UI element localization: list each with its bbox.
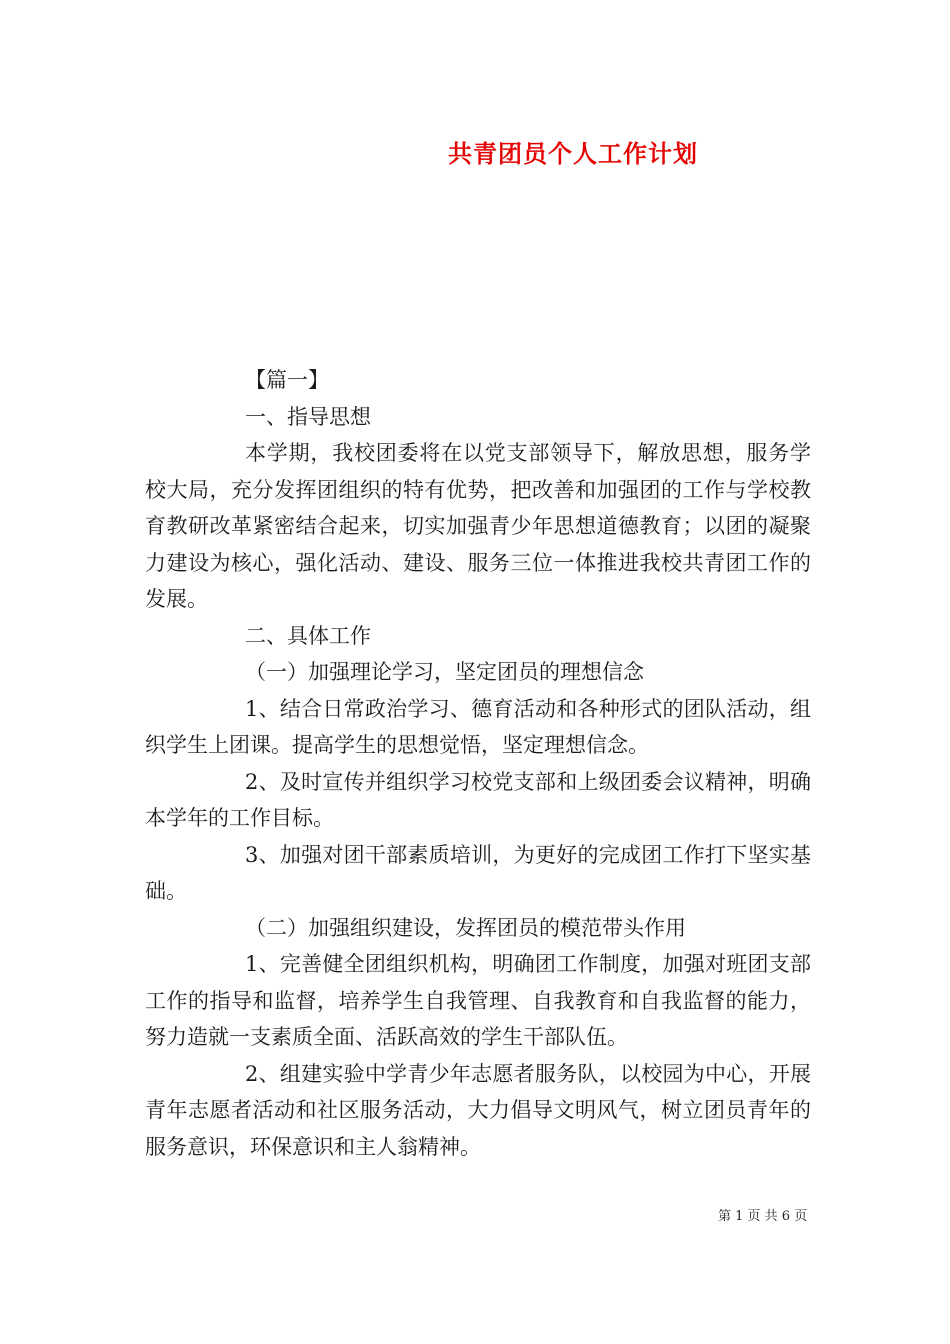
paragraph-item-2: 2、及时宣传并组织学习校党支部和上级团委会议精神，明确本学年的工作目标。 xyxy=(145,769,811,830)
subheading-organization: （二）加强组织建设，发挥团员的模范带头作用 xyxy=(245,915,686,940)
paragraph-item-1: 1、结合日常政治学习、德育活动和各种形式的团队活动，组织学生上团课。提高学生的思想觉悟，坚定理想信念。 xyxy=(145,696,811,757)
paragraph-item-3: 3、加强对团干部素质培训，为更好的完成团工作打下坚实基础。 xyxy=(145,842,811,903)
page-footer: 第 1 页 共 6 页 xyxy=(718,1209,808,1224)
paragraph-org-item-2: 2、组建实验中学青少年志愿者服务队，以校园为中心，开展青年志愿者活动和社区服务活动，大力倡导文明风气，树立团员青年的服务意识，环保意识和主人翁精神。 xyxy=(145,1061,811,1159)
paragraph-guiding-ideology: 本学期，我校团委将在以党支部领导下，解放思想，服务学校大局，充分发挥团组织的特有优势，把改善和加强团的工作与学校教育教研改革紧密结合起来，切实加强青少年思想道德教育；以团的凝聚力建设为核心，强化活动、建设、服务三位一体推进我校共青团工作的发展。 xyxy=(145,441,811,611)
subheading-theory-study: （一）加强理论学习，坚定团员的理想信念 xyxy=(245,660,644,684)
paragraph-org-item-1: 1、完善健全团组织机构，明确团工作制度，加强对班团支部工作的指导和监督，培养学生自我管理、自我教育和自我监督的能力，努力造就一支素质全面、活跃高效的学生干部队伍。 xyxy=(145,952,811,1049)
heading-specific-work: 二、具体工作 xyxy=(245,623,371,648)
document-body xyxy=(145,362,811,1165)
document-title: 共青团员个人工作计划 xyxy=(448,139,698,168)
heading-guiding-ideology: 一、指导思想 xyxy=(245,404,371,429)
section-label: 【篇一】 xyxy=(245,368,329,392)
